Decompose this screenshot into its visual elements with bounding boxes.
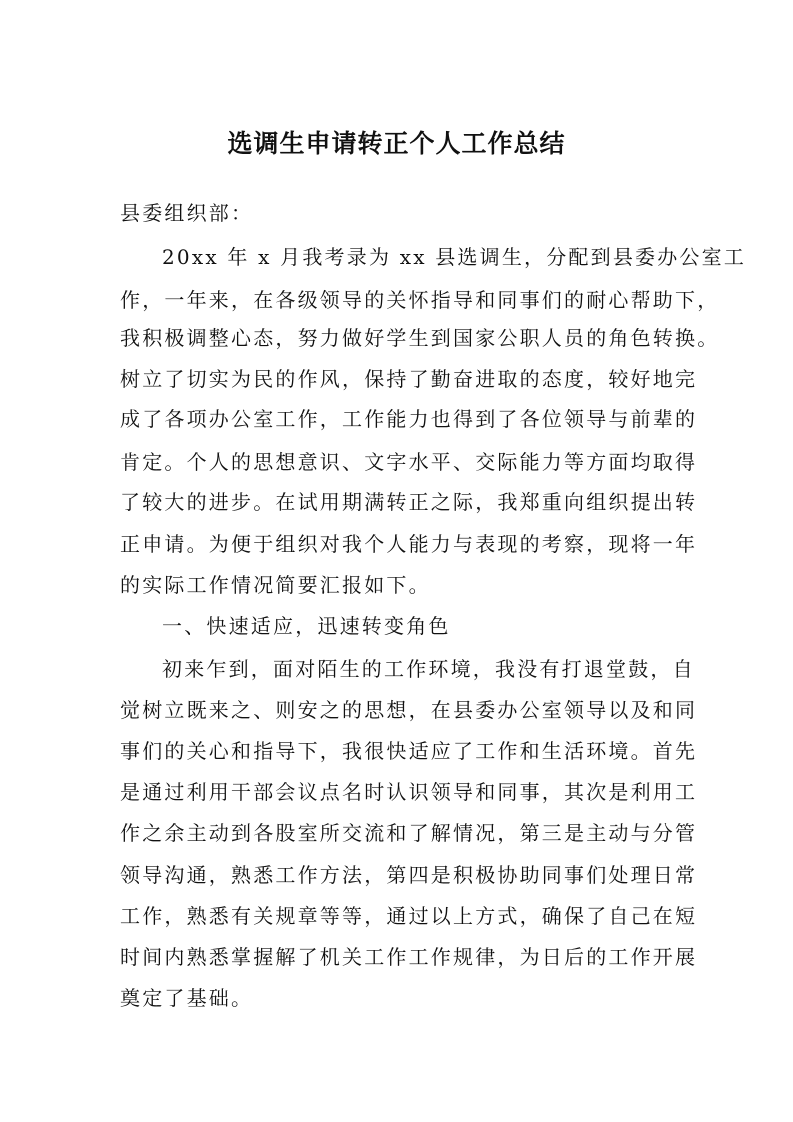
paragraph-1-line: 肯定。个人的思想意识、文字水平、交际能力等方面均取得: [120, 450, 698, 474]
paragraph-1-line: 树立了切实为民的作风，保持了勤奋进取的态度，较好地完: [120, 367, 698, 391]
paragraph-2-line: 工作，熟悉有关规章等等，通过以上方式，确保了自己在短: [120, 904, 698, 928]
paragraph-1-line: 正申请。为便于组织对我个人能力与表现的考察，现将一年: [120, 532, 698, 556]
paragraph-2-line: 觉树立既来之、则安之的思想，在县委办公室领导以及和同: [120, 698, 698, 722]
paragraph-2-line: 时间内熟悉掌握解了机关工作工作规律，为日后的工作开展: [120, 945, 698, 969]
paragraph-2-line: 作之余主动到各股室所交流和了解情况，第三是主动与分管: [120, 821, 698, 845]
paragraph-1-line: 作，一年来，在各级领导的关怀指导和同事们的耐心帮助下，: [120, 288, 720, 312]
paragraph-1-line: 20xx 年 x 月我考录为 xx 县选调生，分配到县委办公室工: [162, 245, 747, 269]
paragraph-2-line: 事们的关心和指导下，我很快适应了工作和生活环境。首先: [120, 739, 698, 763]
paragraph-2-line: 初来乍到，面对陌生的工作环境，我没有打退堂鼓，自: [162, 657, 695, 681]
paragraph-2-line: 领导沟通，熟悉工作方法，第四是积极协助同事们处理日常: [120, 863, 698, 887]
paragraph-1-line: 的实际工作情况简要汇报如下。: [120, 573, 431, 597]
document-title: 选调生申请转正个人工作总结: [227, 129, 566, 158]
section-heading: 一、快速适应，迅速转变角色: [162, 614, 451, 638]
paragraph-1-line: 我积极调整心态，努力做好学生到国家公职人员的角色转换。: [120, 326, 720, 350]
salutation: 县委组织部：: [120, 201, 254, 225]
paragraph-2-line: 是通过利用干部会议点名时认识领导和同事，其次是利用工: [120, 780, 698, 804]
paragraph-2-line: 奠定了基础。: [120, 986, 254, 1010]
paragraph-1-line: 了较大的进步。在试用期满转正之际，我郑重向组织提出转: [120, 490, 698, 514]
paragraph-1-line: 成了各项办公室工作，工作能力也得到了各位领导与前辈的: [120, 407, 698, 431]
